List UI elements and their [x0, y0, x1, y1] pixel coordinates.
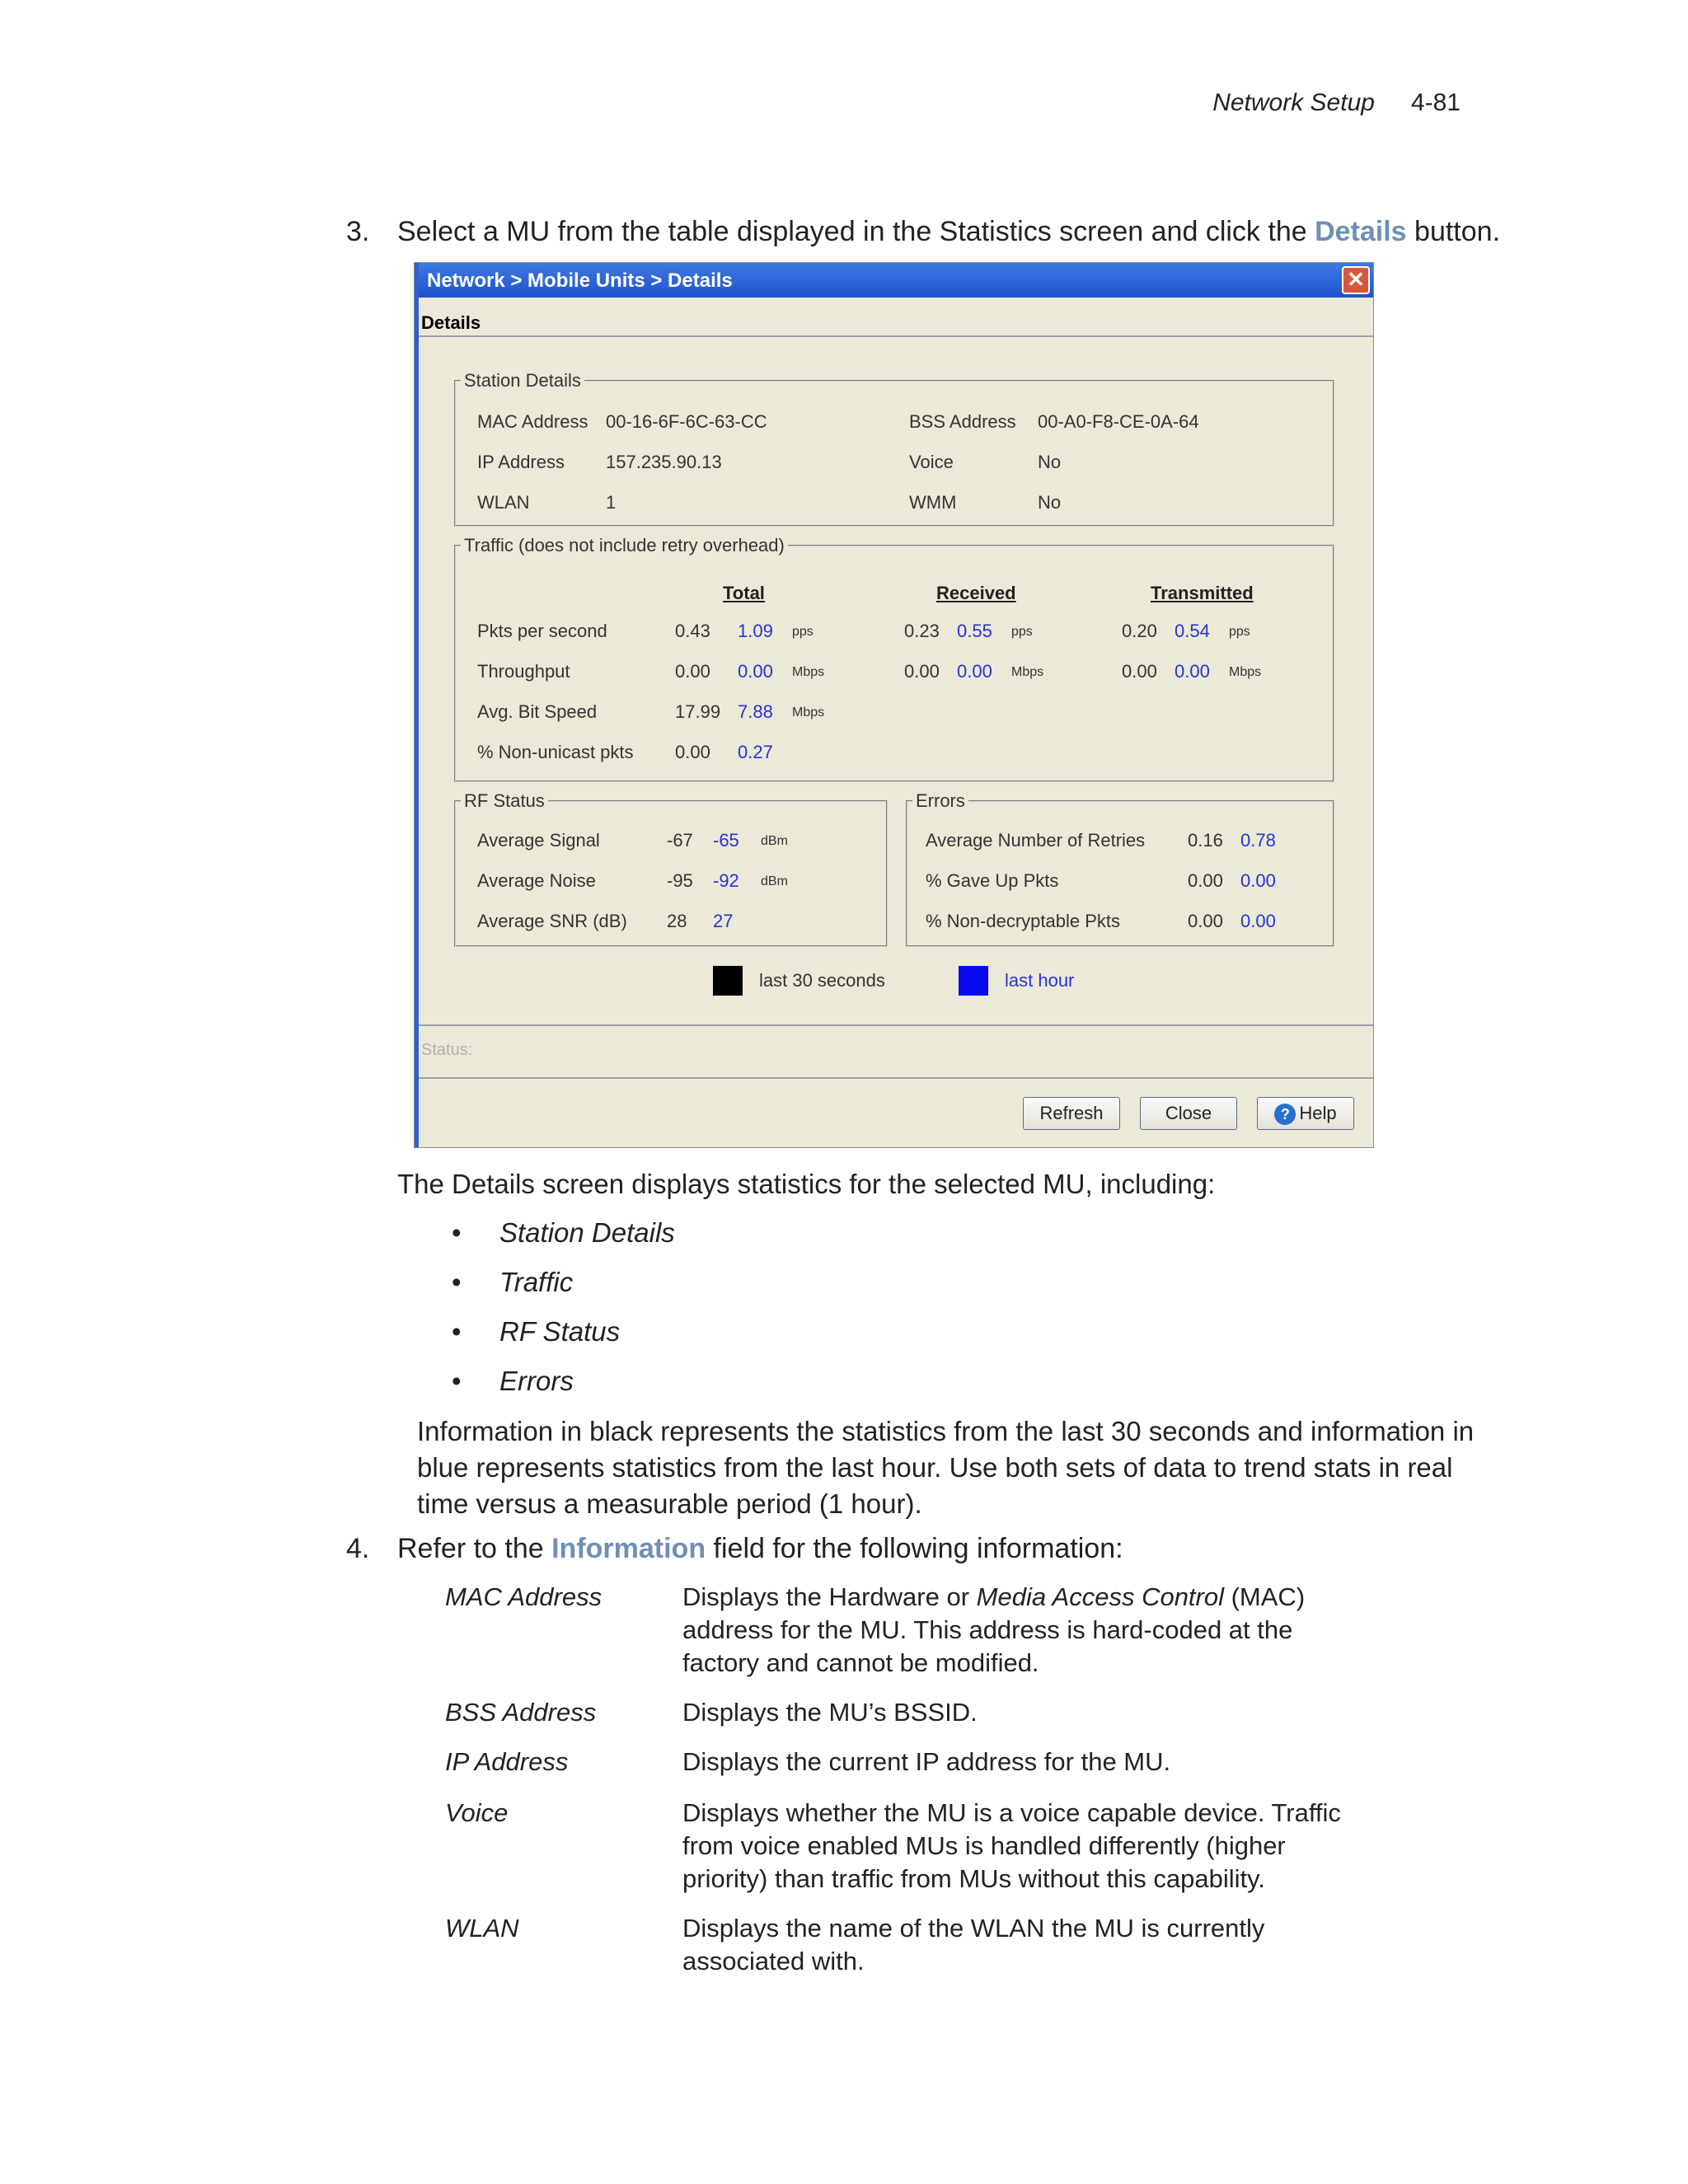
black-legend-swatch	[713, 966, 743, 996]
station-details-legend: Station Details	[464, 370, 581, 391]
traffic-unit: Mbps	[792, 665, 825, 679]
step-text	[397, 216, 1500, 248]
step-number: 4.	[346, 1533, 370, 1564]
traffic-total-hour: 0.27	[738, 742, 773, 762]
status-divider-top	[419, 1024, 1373, 1026]
errors-value-30s: 0.00	[1188, 870, 1223, 891]
step-3	[346, 216, 1500, 252]
definition-description	[682, 1581, 1358, 1680]
errors-row-label: % Non-decryptable Pkts	[926, 911, 1120, 931]
traffic-unit: Mbps	[792, 705, 825, 719]
rf-value-30s: 28	[667, 911, 687, 931]
voice-label: Voice	[909, 452, 954, 472]
traffic-legend: Traffic (does not include retry overhead)	[464, 535, 785, 555]
step-text-before: Select a MU from the table displayed in the Statistics screen and click the	[397, 216, 1315, 247]
dialog-titlebar[interactable]	[419, 263, 1373, 298]
voice-value: No	[1038, 452, 1062, 472]
traffic-received-30s: 0.00	[904, 661, 940, 682]
traffic-total-30s: 0.00	[675, 661, 710, 682]
dialog-title: Network > Mobile Units > Details	[427, 269, 733, 292]
divider	[419, 335, 1373, 337]
definition-description: Displays the current IP address for the MU.	[682, 1747, 1171, 1776]
intro-text: The Details screen displays statistics for the selected MU, including:	[397, 1169, 1216, 1199]
ip-address-value: 157.235.90.13	[606, 452, 722, 472]
ip-address-label: IP Address	[477, 452, 565, 472]
step-text-after: button.	[1406, 216, 1501, 247]
step-4	[346, 1533, 1500, 1569]
bullet-item	[452, 1217, 946, 1254]
details-reference: Details	[1315, 216, 1407, 247]
traffic-col-total: Total	[723, 583, 765, 603]
close-icon[interactable]: ✕	[1342, 266, 1370, 294]
step-text	[397, 1533, 1123, 1565]
page-number: 4-81	[1410, 89, 1461, 116]
errors-value-30s: 0.16	[1188, 830, 1223, 851]
definition-term: Voice	[445, 1798, 509, 1827]
bullet-item	[452, 1267, 946, 1303]
traffic-total-30s: 0.43	[675, 621, 710, 641]
errors-row-label: Average Number of Retries	[926, 830, 1146, 851]
bss-address-value: 00-A0-F8-CE-0A-64	[1038, 411, 1199, 432]
rf-row-label: Average SNR (dB)	[477, 911, 627, 931]
traffic-received-hour: 0.00	[957, 661, 992, 682]
traffic-total-30s: 0.00	[675, 742, 710, 762]
definition-term: BSS Address	[445, 1698, 597, 1727]
rf-row-label: Average Noise	[477, 870, 596, 891]
rf-value-hour: -65	[713, 830, 739, 851]
definition-term: WLAN	[445, 1914, 519, 1943]
bullet-text: RF Status	[499, 1316, 621, 1347]
status-divider-bottom	[419, 1077, 1373, 1079]
bullet-text: Traffic	[499, 1267, 574, 1297]
legend-last-hour: last hour	[1005, 970, 1075, 991]
definition-term: IP Address	[445, 1747, 569, 1776]
mac-address-label: MAC Address	[477, 411, 588, 432]
errors-value-hour: 0.00	[1240, 870, 1276, 891]
bullet-text: Station Details	[499, 1217, 675, 1248]
close-button[interactable]: Close	[1140, 1097, 1237, 1130]
bullet-dot: •	[452, 1316, 462, 1347]
help-button[interactable]	[1257, 1097, 1354, 1130]
traffic-unit: pps	[792, 625, 814, 639]
help-button-label: Help	[1299, 1103, 1337, 1123]
errors-value-hour: 0.00	[1240, 911, 1276, 931]
mac-address-value: 00-16-6F-6C-63-CC	[606, 411, 767, 432]
traffic-row-label: Throughput	[477, 661, 570, 682]
traffic-received-30s: 0.23	[904, 621, 940, 641]
traffic-row-label: % Non-unicast pkts	[477, 742, 634, 762]
traffic-total-30s: 17.99	[675, 701, 721, 722]
bullet-item	[452, 1366, 946, 1402]
rf-value-hour: -92	[713, 870, 739, 891]
traffic-row-label: Pkts per second	[477, 621, 607, 641]
definition-description: Displays the MU’s BSSID.	[682, 1698, 978, 1727]
traffic-transmitted-hour: 0.00	[1175, 661, 1210, 682]
refresh-button[interactable]: Refresh	[1023, 1097, 1120, 1130]
blue-legend-swatch	[959, 966, 988, 996]
definition-term: MAC Address	[445, 1582, 603, 1611]
wmm-value: No	[1038, 492, 1062, 513]
bullet-dot: •	[452, 1267, 462, 1297]
running-header	[1212, 89, 1461, 117]
rf-value-30s: -95	[667, 870, 693, 891]
details-subheading: Details	[421, 312, 481, 333]
traffic-col-received: Received	[936, 583, 1016, 603]
traffic-received-hour: 0.55	[957, 621, 992, 641]
step-text-after: field for the following information:	[706, 1533, 1123, 1564]
dialog-left-edge	[415, 263, 419, 1147]
information-reference: Information	[551, 1533, 706, 1564]
station-details-group	[454, 370, 1334, 527]
errors-legend: Errors	[916, 790, 965, 811]
errors-value-hour: 0.78	[1240, 830, 1276, 851]
step-number: 3.	[346, 216, 370, 247]
details-dialog	[414, 262, 1374, 1148]
definition-text: (MAC) address for the MU. This address is hard-coded at the factory and cannot be modified.	[682, 1582, 1306, 1677]
step-text-before: Refer to the	[397, 1533, 552, 1564]
definition-description: Displays whether the MU is a voice capable device. Traffic from voice enabled MUs is handled differently (higher priority) than traffic from MUs without this capability.	[682, 1798, 1341, 1893]
definition-text: Displays the Hardware or	[682, 1582, 977, 1611]
rf-unit: dBm	[761, 874, 788, 888]
traffic-unit: pps	[1229, 625, 1250, 639]
bullet-dot: •	[452, 1217, 462, 1248]
definition-italic-text: Media Access Control	[976, 1582, 1224, 1611]
traffic-total-hour: 1.09	[738, 621, 773, 641]
rf-row-label: Average Signal	[477, 830, 600, 851]
help-icon: ?	[1274, 1104, 1296, 1125]
info-paragraph: Information in black represents the statistics from the last 30 seconds and information in blue represents statistics from the last hour. Use both sets of data to trend stats in real time versus a measurable period (1 hour).	[417, 1416, 1475, 1519]
errors-row-label: % Gave Up Pkts	[926, 870, 1059, 891]
traffic-row-label: Avg. Bit Speed	[477, 701, 598, 722]
rf-value-hour: 27	[713, 911, 734, 931]
traffic-col-transmitted: Transmitted	[1151, 583, 1254, 603]
traffic-transmitted-30s: 0.20	[1122, 621, 1157, 641]
bullet-item	[452, 1316, 946, 1352]
wmm-label: WMM	[909, 492, 957, 513]
traffic-total-hour: 0.00	[738, 661, 773, 682]
definition-description: Displays the name of the WLAN the MU is currently associated with.	[682, 1914, 1265, 1975]
traffic-unit: pps	[1011, 625, 1033, 639]
traffic-transmitted-30s: 0.00	[1122, 661, 1157, 682]
bullet-text: Errors	[499, 1366, 574, 1396]
errors-value-30s: 0.00	[1188, 911, 1223, 931]
traffic-unit: Mbps	[1011, 665, 1044, 679]
wlan-value: 1	[606, 492, 617, 513]
section-title: Network Setup	[1212, 89, 1375, 116]
rf-status-legend: RF Status	[464, 790, 545, 811]
traffic-unit: Mbps	[1229, 665, 1262, 679]
status-label: Status:	[421, 1041, 473, 1059]
wlan-label: WLAN	[477, 492, 530, 513]
rf-unit: dBm	[761, 834, 788, 848]
bullet-dot: •	[452, 1366, 462, 1396]
traffic-total-hour: 7.88	[738, 701, 773, 722]
traffic-transmitted-hour: 0.54	[1175, 621, 1210, 641]
rf-value-30s: -67	[667, 830, 693, 851]
legend-last-30-seconds: last 30 seconds	[759, 970, 885, 991]
bss-address-label: BSS Address	[909, 411, 1016, 432]
